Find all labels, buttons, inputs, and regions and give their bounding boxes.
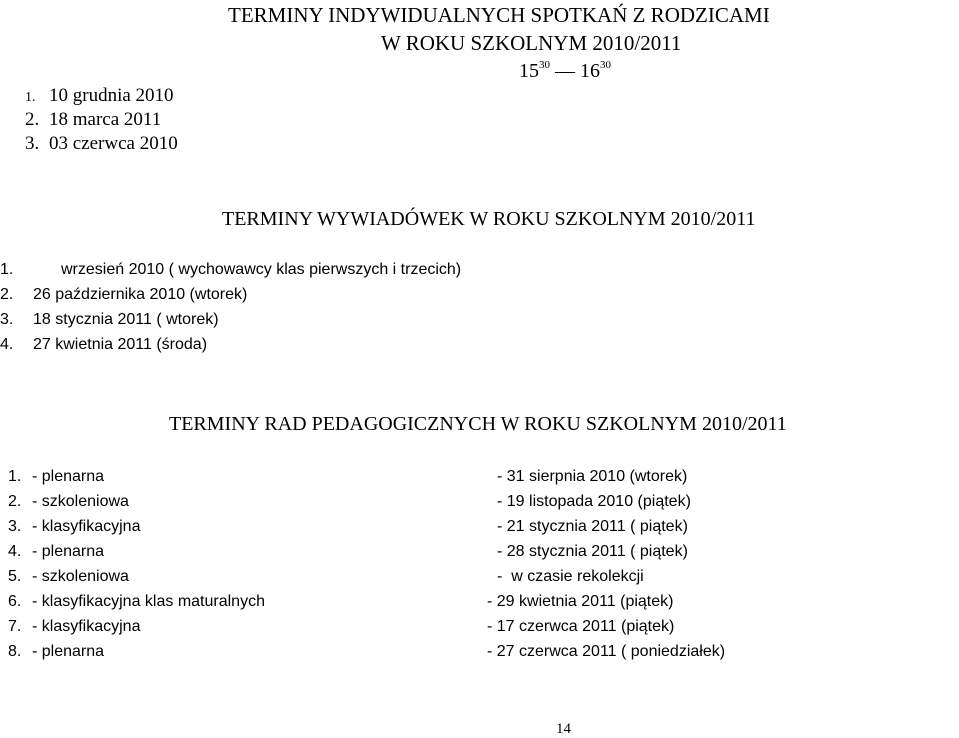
councils-item-type: - szkoleniowa bbox=[32, 493, 129, 510]
councils-item-num: 4. bbox=[8, 543, 22, 560]
councils-item bbox=[8, 567, 129, 587]
parent-evenings-item-num: 1. bbox=[0, 261, 14, 278]
councils-item-date: - 19 listopada 2010 (piątek) bbox=[497, 493, 691, 510]
councils-item-type: - klasyfikacyjna bbox=[32, 518, 141, 535]
councils-item bbox=[8, 517, 140, 537]
parent-evenings-item bbox=[0, 285, 247, 305]
time-separator: — bbox=[550, 60, 580, 82]
councils-item-num: 2. bbox=[8, 493, 22, 510]
meetings-item-num: 3. bbox=[25, 133, 40, 154]
councils-item-type: - plenarna bbox=[32, 543, 105, 560]
councils-item-num: 6. bbox=[8, 593, 22, 610]
councils-item bbox=[8, 592, 265, 612]
time-end-hour: 16 bbox=[580, 60, 600, 82]
meetings-item-num: 1. bbox=[25, 90, 36, 105]
councils-item-type: - szkoleniowa bbox=[32, 568, 129, 585]
parent-evenings-title: TERMINY WYWIADÓWEK W ROKU SZKOLNYM 2010/2011 bbox=[222, 208, 756, 230]
parent-evenings-item-text: 18 stycznia 2011 ( wtorek) bbox=[33, 311, 219, 328]
meetings-item-text: 10 grudnia 2010 bbox=[49, 85, 174, 106]
councils-item-num: 8. bbox=[8, 643, 22, 660]
time-start-min: 30 bbox=[539, 59, 550, 71]
meetings-item-text: 18 marca 2011 bbox=[49, 109, 162, 130]
councils-title: TERMINY RAD PEDAGOGICZNYCH W ROKU SZKOLNYM 2010/2011 bbox=[169, 413, 787, 435]
parent-evenings-item-num: 3. bbox=[0, 311, 14, 328]
time-end-min: 30 bbox=[600, 59, 611, 71]
parent-evenings-item-num: 2. bbox=[0, 286, 14, 303]
councils-item bbox=[8, 542, 104, 562]
meetings-item-text: 03 czerwca 2010 bbox=[49, 133, 178, 154]
meetings-item bbox=[25, 133, 178, 155]
councils-item-date: - 31 sierpnia 2010 (wtorek) bbox=[497, 468, 688, 485]
parent-evenings-item bbox=[0, 335, 207, 355]
councils-item-type: - plenarna bbox=[32, 643, 105, 660]
councils-item-date: - w czasie rekolekcji bbox=[497, 568, 644, 585]
parent-evenings-item-text: 26 października 2010 (wtorek) bbox=[33, 286, 248, 303]
councils-item-num: 3. bbox=[8, 518, 22, 535]
councils-item bbox=[8, 492, 129, 512]
councils-item-type: - plenarna bbox=[32, 468, 105, 485]
meetings-time bbox=[519, 59, 611, 86]
councils-item bbox=[8, 617, 140, 637]
councils-item-date: - 21 stycznia 2011 ( piątek) bbox=[497, 518, 688, 535]
meetings-item bbox=[25, 109, 161, 131]
councils-item-num: 5. bbox=[8, 568, 22, 585]
councils-item-date: - 29 kwietnia 2011 (piątek) bbox=[487, 593, 674, 610]
parent-evenings-item bbox=[0, 310, 219, 330]
councils-item-date: - 17 czerwca 2011 (piątek) bbox=[487, 618, 675, 635]
parent-evenings-item-num: 4. bbox=[0, 336, 14, 353]
time-start-hour: 15 bbox=[519, 60, 539, 82]
page-number: 14 bbox=[556, 721, 571, 737]
meetings-title-line1: TERMINY INDYWIDUALNYCH SPOTKAŃ Z RODZICAMI bbox=[228, 3, 770, 27]
councils-item-num: 7. bbox=[8, 618, 22, 635]
meetings-title-line2: W ROKU SZKOLNYM 2010/2011 bbox=[381, 31, 682, 55]
meetings-item bbox=[25, 85, 174, 109]
meetings-item-num: 2. bbox=[25, 109, 40, 130]
parent-evenings-item bbox=[0, 260, 461, 280]
councils-item bbox=[8, 642, 104, 662]
councils-item-num: 1. bbox=[8, 468, 22, 485]
councils-item-type: - klasyfikacyjna bbox=[32, 618, 141, 635]
councils-item-date: - 27 czerwca 2011 ( poniedziałek) bbox=[487, 643, 726, 660]
parent-evenings-item-text: wrzesień 2010 ( wychowawcy klas pierwszych i trzecich) bbox=[61, 261, 462, 278]
councils-item-type: - klasyfikacyjna klas maturalnych bbox=[32, 593, 265, 610]
councils-item bbox=[8, 467, 104, 487]
councils-item-date: - 28 stycznia 2011 ( piątek) bbox=[497, 543, 688, 560]
parent-evenings-item-text: 27 kwietnia 2011 (środa) bbox=[33, 336, 208, 353]
